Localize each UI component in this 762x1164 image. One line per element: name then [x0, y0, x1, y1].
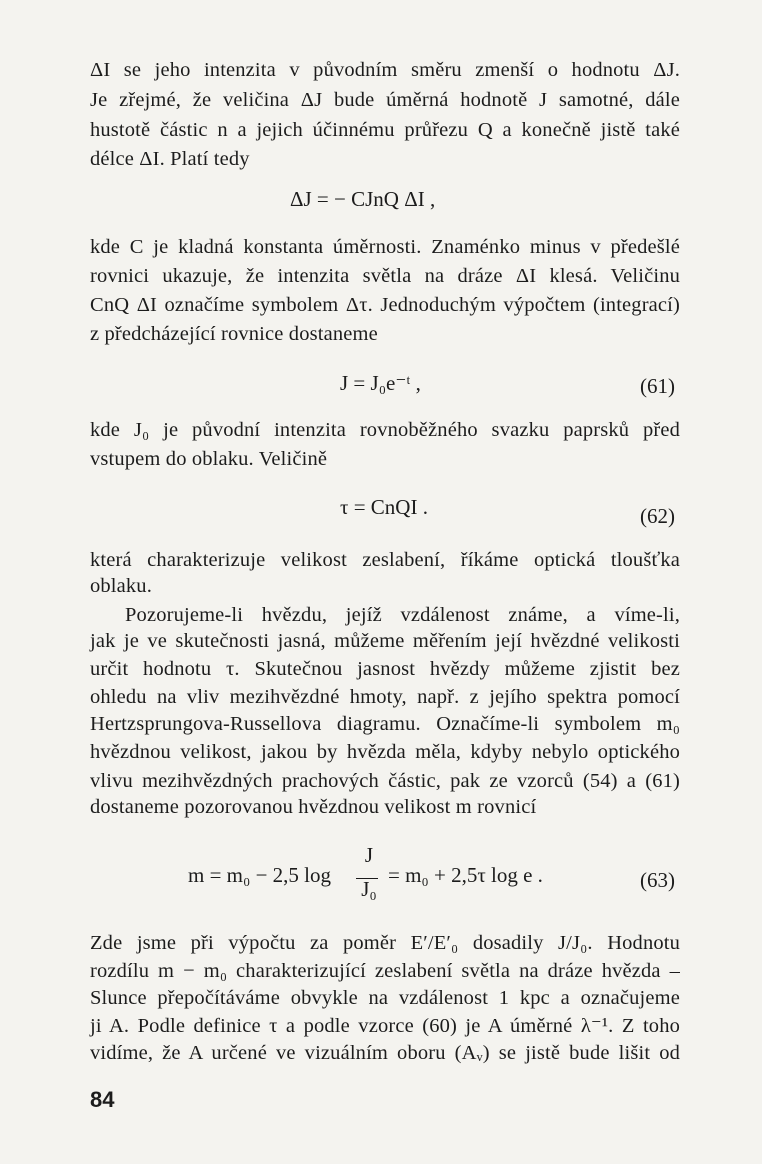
fraction-denominator: J₀	[361, 877, 377, 901]
equation: ΔJ = − CJnQ ΔI ,	[290, 187, 436, 211]
text-line: délce ΔI. Platí tedy	[90, 148, 250, 170]
equation-number: (63)	[640, 868, 675, 892]
text-line: která charakterizuje velikost zeslabení, říkáme optická tloušťka	[90, 549, 680, 571]
text-line: dostaneme pozorovanou hvězdnou velikost m rovnicí	[90, 796, 537, 818]
text-line: Je zřejmé, že veličina ΔJ bude úměrná hodnotě J samotné, dále	[90, 89, 680, 111]
equation-right: = m₀ + 2,5τ log e .	[388, 863, 543, 887]
text-line: ΔI se jeho intenzita v původním směru zmenší o hodnotu ΔJ.	[90, 59, 680, 81]
equation-left: m = m₀ − 2,5 log	[188, 863, 332, 887]
text-line: CnQ ΔI označíme symbolem Δτ. Jednoduchým výpočtem (integrací)	[90, 294, 680, 316]
text-line: vidíme, že A určené ve vizuálním oboru (Aᵥ) se jistě bude lišit od	[90, 1042, 680, 1064]
equation-number: (61)	[640, 374, 675, 398]
text-line: hustotě částic n a jejich účinnému průřezu Q a konečně jistě také	[90, 119, 680, 141]
text-line: hvězdnou velikost, jakou by hvězda měla, kdyby nebylo optického	[90, 741, 680, 763]
text-line: určit hodnotu τ. Skutečnou jasnost hvězdy můžeme zjistit bez	[90, 658, 680, 680]
text-line: Hertzsprungova-Russellova diagramu. Označíme-li symbolem m₀	[90, 713, 680, 735]
equation: τ = CnQI .	[340, 495, 428, 519]
text-line: oblaku.	[90, 575, 152, 597]
text-line: rovnici ukazuje, že intenzita světla na dráze ΔI klesá. Veličinu	[90, 265, 680, 287]
text-line: kde C je kladná konstanta úměrnosti. Znaménko minus v předešlé	[90, 236, 680, 258]
text-line: ji A. Podle definice τ a podle vzorce (60) je A úměrné λ⁻¹. Z toho	[90, 1015, 680, 1037]
text-line: jak je ve skutečnosti jasná, můžeme měřením její hvězdné velikosti	[90, 630, 680, 652]
fraction-numerator: J	[364, 843, 374, 867]
text-line: vlivu mezihvězdných prachových částic, pak ze vzorců (54) a (61)	[90, 770, 680, 792]
text-line: Pozorujeme-li hvězdu, jejíž vzdálenost známe, a víme-li,	[125, 604, 680, 626]
text-line: z předcházející rovnice dostaneme	[90, 323, 378, 345]
text-line: Zde jsme při výpočtu za poměr E′/E′₀ dosadily J/J₀. Hodnotu	[90, 932, 680, 954]
text-line: vstupem do oblaku. Veličině	[90, 448, 328, 470]
equation-number: (62)	[640, 504, 675, 528]
text-line: Slunce přepočítáváme obvykle na vzdálenost 1 kpc a označujeme	[90, 987, 680, 1009]
page-number: 84	[90, 1087, 115, 1112]
equation: J = J₀e⁻ᵗ ,	[340, 371, 421, 395]
text-line: ohledu na vliv mezihvězdné hmoty, např. z jejího spektra pomocí	[90, 686, 680, 708]
text-line: kde J₀ je původní intenzita rovnoběžného svazku paprsků před	[90, 419, 680, 441]
text-line: rozdílu m − m₀ charakterizující zeslabení světla na dráze hvězda –	[90, 960, 680, 982]
